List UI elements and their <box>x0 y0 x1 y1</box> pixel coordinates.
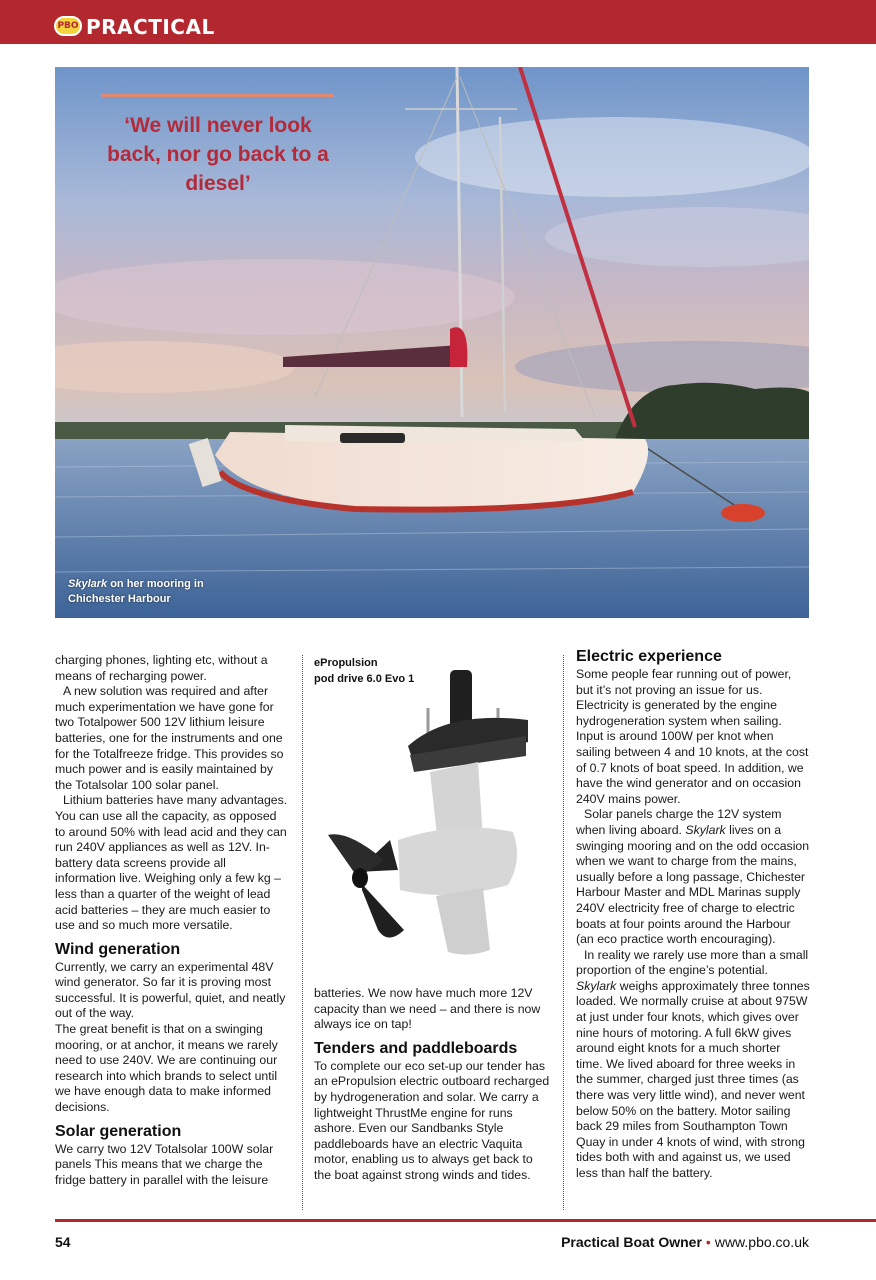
paragraph: batteries. We now have much more 12V capacity than we need – and there is now always ice on tap! <box>314 986 541 1032</box>
footer-title: Practical Boat Owner • www.pbo.co.uk <box>561 1234 809 1250</box>
page-number: 54 <box>55 1234 71 1250</box>
column-3 <box>576 647 810 1182</box>
pod-drive-illustration <box>318 660 550 980</box>
paragraph: The great benefit is that on a swinging mooring, or at anchor, it means we rarely need to use 240V. We are continuing our research into which brands to select until we have enough data to make informed decisions. <box>55 1022 278 1115</box>
pod-housing <box>398 828 517 895</box>
column-2 <box>314 986 552 1184</box>
paragraph: We carry two 12V Totalsolar 100W solar panels This means that we charge the fridge battery in parallel with the leisure <box>55 1141 274 1187</box>
paragraph: Currently, we carry an experimental 48V wind generator. So far it is proving most successful. It is powerful, quiet, and neatly out of the way. <box>55 959 286 1021</box>
footer-rule <box>55 1219 876 1222</box>
paragraph: Some people fear running out of power, but it’s not proving an issue for us. Electricity is generated by the engine hydrogeneration system when sailing. Input is around 100W per knot when sailing between 4 and 10 knots, at the cost of 0.7 knots of boat speed. In addition, we have the wind generator and on occasion 240V mains power. <box>576 667 809 806</box>
pbo-logo: PBO <box>54 16 82 36</box>
paragraph: In reality we rarely use more than a small proportion of the engine’s potential. Skylark weighs approximately three tonnes loaded. We normally cruise at about 975W at just under four knots, which gives over nine hours of motoring. A full 6kW gives around eight knots for a much shorter time. We lived aboard for three weeks in the summer, charged just three times (as there was very little wind), and never went below 50% on the battery. Motor sailing back 29 miles from Southampton Town Quay in under 4 knots of wind, with strong tides both with and against us, we used less than half the battery. <box>576 947 810 1180</box>
column-1 <box>55 653 289 1188</box>
paragraph: charging phones, lighting etc, without a means of recharging power. <box>55 653 268 683</box>
mooring-buoy <box>721 504 765 522</box>
pull-quote: ‘We will never look back, nor go back to a diesel’ <box>107 114 329 195</box>
paragraph: Solar panels charge the 12V system when living aboard. Skylark lives on a swinging mooring and on the odd occasion when we want to charge from the mains, usually before a long passage, Chichester Harbour Master and MDL Marinas supply 240V electricity free of charge to electric boats at four points around the Harbour (an eco practice worth encouraging). <box>576 807 810 947</box>
section-label: PRACTICAL <box>86 15 215 39</box>
figure-caption: ePropulsion pod drive 6.0 Evo 1 <box>314 657 415 685</box>
paragraph: A new solution was required and after much experimentation we have gone for two Totalpower 500 12V lithium leisure batteries, one for the instruments and one for the Totalfreeze fridge. This provides so much power and is easily maintained by the Totalsolar 100 solar panel. <box>55 684 284 792</box>
hero-photo <box>55 67 809 618</box>
paragraph: Lithium batteries have many advantages. You can use all the capacity, as opposed to around 50% with lead acid and they can run 240V appliances as well as 12V. In-battery data screens provide all information live. Weighing only a few kg – less than a quarter of the weight of lead acid batteries – they are much easier to use and so much more versatile. <box>55 793 288 933</box>
bullet: • <box>705 1234 711 1250</box>
pull-quote-rule <box>101 94 334 97</box>
paragraph: To complete our eco set-up our tender has an ePropulsion electric outboard recharged by hydrogeneration and solar. We carry a lightweight ThrustMe engine for runs ashore. Even our Sandbanks Style paddleboards have an electric Vaquita motor, enabling us to always get back to the boat against strong winds and tides. <box>314 1058 550 1182</box>
website-link[interactable]: www.pbo.co.uk <box>714 1234 809 1250</box>
column-divider <box>302 655 303 1210</box>
heading-wind-generation: Wind generation <box>55 940 181 958</box>
heading-solar-generation: Solar generation <box>55 1122 182 1140</box>
heading-tenders-paddleboards: Tenders and paddleboards <box>314 1039 518 1057</box>
column-divider <box>563 655 564 1210</box>
pod-drive-image <box>318 660 550 980</box>
photo-caption: Skylark on her mooring in Chichester Harbour <box>68 578 204 605</box>
heading-electric-experience: Electric experience <box>576 648 722 665</box>
